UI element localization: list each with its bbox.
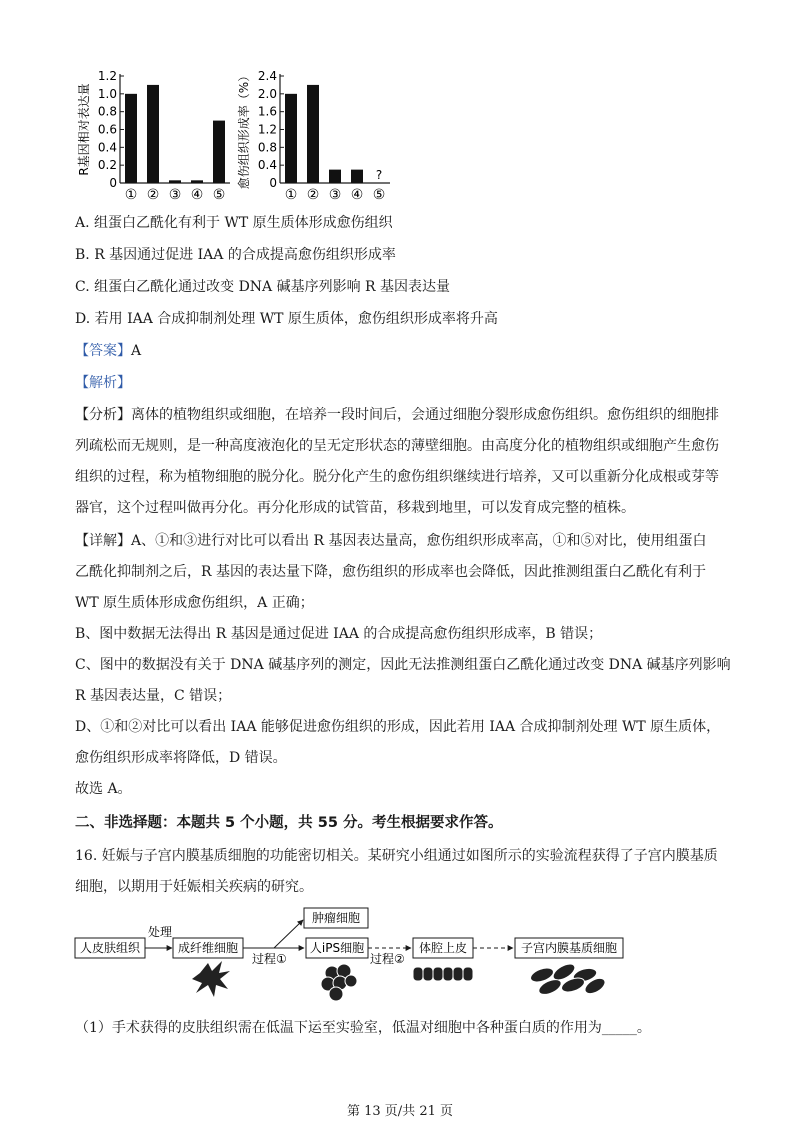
xiangjie-text-1: A、①和③进行对比可以看出 R 基因表达量高，愈伤组织形成率高，①和⑤对比，使用组蛋白 — [131, 533, 707, 549]
xiangjie-line-8: 愈伤组织形成率将降低，D 错误。 — [75, 750, 287, 766]
category-label: ③ — [168, 187, 182, 203]
endometrial-cell-image — [529, 961, 608, 998]
chart-callus-formation-rate — [236, 69, 390, 203]
bar-charts-figure — [70, 60, 410, 210]
category-label: ① — [124, 187, 138, 203]
fenxi-line-2: 列疏松而无规则，是一种高度液泡化的呈无定形状态的薄壁细胞。由高度分化的植物组织或细胞产生愈伤 — [75, 438, 719, 454]
label-fibroblast: 成纤维细胞 — [177, 941, 239, 955]
xiangjie-line-6: R 基因表达量，C 错误； — [75, 688, 232, 704]
y-tick-label: 1.0 — [97, 86, 117, 101]
xiangjie-line-9: 故选 A。 — [75, 781, 132, 797]
fenxi-text-1: 离体的植物组织或细胞，在培养一段时间后，会通过细胞分裂形成愈伤组织。愈伤组织的细胞排 — [131, 407, 719, 423]
xiangjie-tag: 【详解】 — [75, 533, 131, 549]
label-treat: 处理 — [148, 925, 173, 939]
section-heading: 二、非选择题：本题共 5 个小题，共 55 分。考生根据要求作答。 — [75, 815, 503, 831]
option-b: B. R 基因通过促进 IAA 的合成提高愈伤组织形成率 — [75, 247, 396, 263]
fenxi-line-3: 组织的过程，称为植物细胞的脱分化。脱分化产生的愈伤组织继续进行培养，又可以重新分化成根或芽等 — [75, 469, 719, 485]
category-label: ⑤ — [372, 187, 386, 203]
xiangjie-line-4: B、图中数据无法得出 R 基因是通过促进 IAA 的合成提高愈伤组织形成率，B 错误； — [75, 626, 603, 642]
category-label: ④ — [190, 187, 204, 203]
y-axis-label: 愈伤组织形成率（%） — [237, 69, 251, 190]
bar — [307, 85, 319, 183]
bar — [147, 85, 159, 183]
y-tick-label: 0 — [109, 176, 117, 190]
y-tick-label: 0.8 — [257, 140, 277, 155]
xiangjie-line-1 — [75, 531, 707, 551]
label-endometrial-stromal: 子宫内膜基质细胞 — [520, 941, 618, 955]
label-process-2: 过程② — [370, 952, 405, 966]
xiangjie-line-5: C、图中的数据没有关于 DNA 碱基序列的测定，因此无法推测组蛋白乙酰化通过改变 DNA 碱基序列影响 — [75, 657, 731, 673]
fibroblast-cell-image — [192, 961, 230, 997]
experiment-flow-diagram — [70, 905, 640, 1015]
arrow-fibro-to-tumor — [274, 920, 303, 948]
q16-line-1: 16. 妊娠与子宫内膜基质细胞的功能密切相关。某研究小组通过如图所示的实验流程获得了子宫内膜基质 — [75, 848, 718, 864]
label-coelomic-epithelium: 体腔上皮 — [418, 941, 468, 955]
fenxi-line-4: 器官，这个过程叫做再分化。再分化形成的试管苗，移栽到地里，可以发育成完整的植株。 — [75, 500, 635, 516]
xiangjie-line-3: WT 原生质体形成愈伤组织，A 正确； — [75, 595, 314, 611]
fenxi-tag: 【分析】 — [75, 407, 131, 423]
y-axis-label: R基因相对表达量 — [77, 83, 91, 176]
y-tick-label: 1.2 — [97, 69, 117, 83]
y-tick-label: 2.4 — [257, 69, 277, 83]
label-ips-cell: 人iPS细胞 — [309, 941, 365, 955]
category-label: ① — [284, 187, 298, 203]
label-skin-tissue: 人皮肤组织 — [79, 941, 141, 955]
category-label: ② — [306, 187, 320, 203]
y-tick-label: 0 — [269, 176, 277, 190]
analysis-tag: 【解析】 — [75, 375, 131, 391]
option-d: D. 若用 IAA 合成抑制剂处理 WT 原生质体，愈伤组织形成率将升高 — [75, 311, 498, 327]
label-tumor-cell: 肿瘤细胞 — [311, 911, 361, 925]
y-tick-label: 0.6 — [97, 122, 117, 137]
category-label: ② — [146, 187, 160, 203]
bar — [351, 170, 363, 183]
bar — [285, 94, 297, 183]
category-label: ④ — [350, 187, 364, 203]
option-c: C. 组蛋白乙酰化通过改变 DNA 碱基序列影响 R 基因表达量 — [75, 279, 451, 295]
fenxi-line-1 — [75, 405, 719, 425]
bar — [169, 180, 181, 183]
xiangjie-line-2: 乙酰化抑制剂之后，R 基因的表达量下降，愈伤组织的形成率也会降低，因此推测组蛋白乙酰化有利于 — [75, 564, 706, 580]
answer-line — [75, 341, 141, 361]
bar — [125, 94, 137, 183]
q16-sub-question-1: （1）手术获得的皮肤组织需在低温下运至实验室，低温对细胞中各种蛋白质的作用为_____。 — [75, 1020, 651, 1036]
option-a: A. 组蛋白乙酰化有利于 WT 原生质体形成愈伤组织 — [75, 215, 393, 231]
y-tick-label: 0.2 — [97, 158, 117, 173]
answer-value: A — [131, 343, 142, 359]
y-tick-label: 2.0 — [257, 86, 277, 101]
chart-r-gene-expression — [76, 69, 230, 203]
y-tick-label: 0.8 — [97, 104, 117, 119]
y-tick-label: 1.6 — [257, 104, 277, 119]
page-footer: 第 13 页/共 21 页 — [347, 1104, 453, 1119]
epithelium-cell-image — [413, 967, 473, 981]
label-process-1: 过程① — [252, 952, 287, 966]
y-tick-label: 0.4 — [97, 140, 117, 155]
bar — [213, 121, 225, 183]
y-tick-label: 1.2 — [257, 122, 277, 137]
category-label: ③ — [328, 187, 342, 203]
q16-line-2: 细胞，以期用于妊娠相关疾病的研究。 — [75, 879, 313, 895]
bar — [191, 180, 203, 183]
bar — [329, 170, 341, 183]
category-label: ⑤ — [212, 187, 226, 203]
bar-annotation: ? — [375, 168, 383, 182]
ips-cell-image — [321, 964, 357, 1001]
y-tick-label: 0.4 — [257, 158, 277, 173]
answer-tag: 【答案】 — [75, 343, 131, 359]
xiangjie-line-7: D、①和②对比可以看出 IAA 能够促进愈伤组织的形成，因此若用 IAA 合成抑制剂处理 WT 原生质体， — [75, 719, 721, 735]
